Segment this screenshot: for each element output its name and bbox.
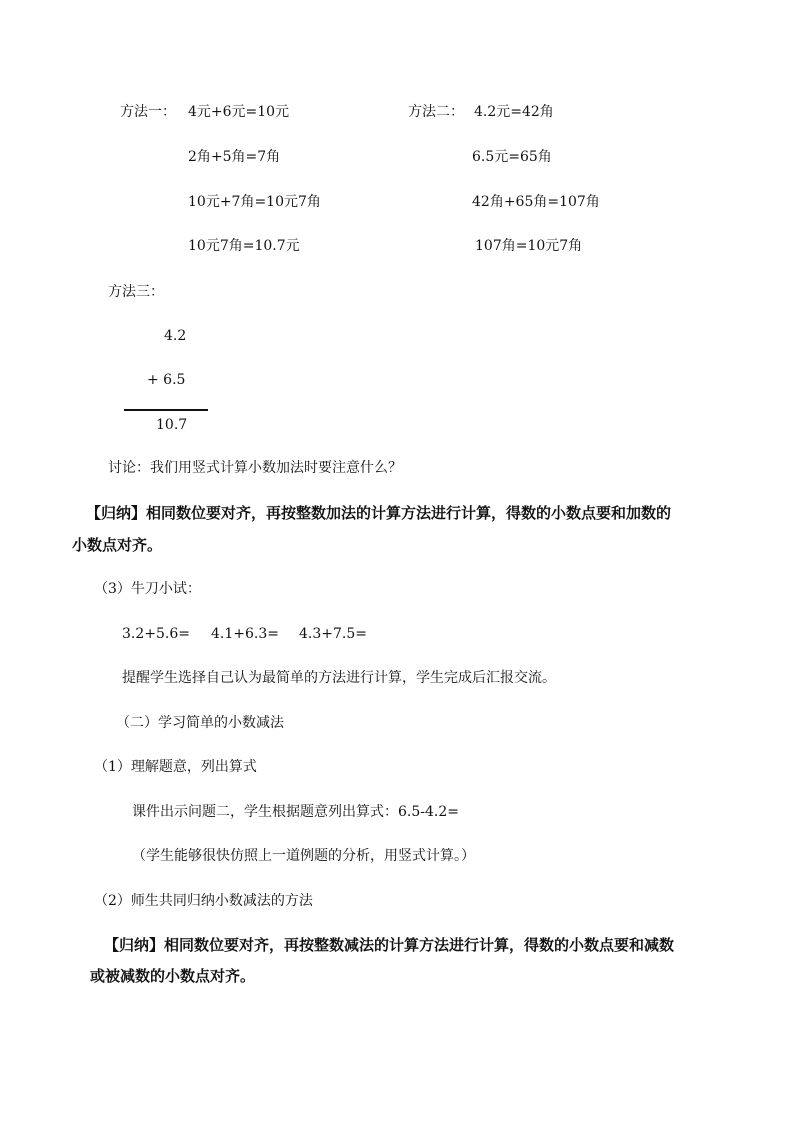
practice-heading: （3）牛刀小试： [94, 581, 201, 597]
vertical-addend: + 6.5 [147, 372, 186, 388]
method1-line: 2角+5角=7角 [188, 149, 281, 165]
practice-problem: 4.1+6.3= [211, 626, 279, 642]
summary-addition-line2: 小数点对齐。 [72, 536, 163, 554]
summary-subtraction-line2: 或被减数的小数点对齐。 [90, 967, 256, 985]
vertical-result: 10.7 [156, 417, 188, 433]
summary-subtraction-line1: 【归纳】相同数位要对齐，再按整数减法的计算方法进行计算，得数的小数点要和减数 [104, 936, 675, 954]
summary-addition-line1: 【归纳】相同数位要对齐，再按整数加法的计算方法进行计算，得数的小数点要和加数的 [86, 504, 672, 522]
section2-heading: （二）学习简单的小数减法 [116, 715, 284, 731]
section2-step2: （2）师生共同归纳小数减法的方法 [94, 893, 313, 909]
practice-note: 提醒学生选择自己认为最简单的方法进行计算，学生完成后汇报交流。 [122, 670, 556, 686]
method1-line: 4元+6元=10元 [188, 104, 290, 120]
method1-label: 方法一： [120, 104, 176, 120]
practice-problem: 3.2+5.6= [122, 626, 190, 642]
method1-line: 10元7角=10.7元 [188, 238, 300, 254]
section2-step1-note: （学生能够很快仿照上一道例题的分析，用竖式计算。） [132, 848, 475, 864]
vertical-sum-line [124, 409, 208, 411]
method2-line: 4.2元=42角 [474, 104, 554, 120]
method1-line: 10元+7角=10元7角 [188, 194, 321, 210]
vertical-top-number: 4.2 [164, 328, 187, 344]
method2-line: 6.5元=65角 [472, 149, 552, 165]
method3-label: 方法三： [108, 284, 164, 300]
discussion-text: 讨论：我们用竖式计算小数加法时要注意什么？ [108, 460, 402, 476]
practice-problem: 4.3+7.5= [299, 626, 367, 642]
method2-label: 方法二： [408, 104, 464, 120]
section2-step1-text: 课件出示问题二，学生根据题意列出算式：6.5-4.2= [132, 804, 459, 820]
method2-line: 42角+65角=107角 [472, 194, 600, 210]
method2-line: 107角=10元7角 [475, 238, 583, 254]
section2-step1: （1）理解题意，列出算式 [94, 759, 257, 775]
